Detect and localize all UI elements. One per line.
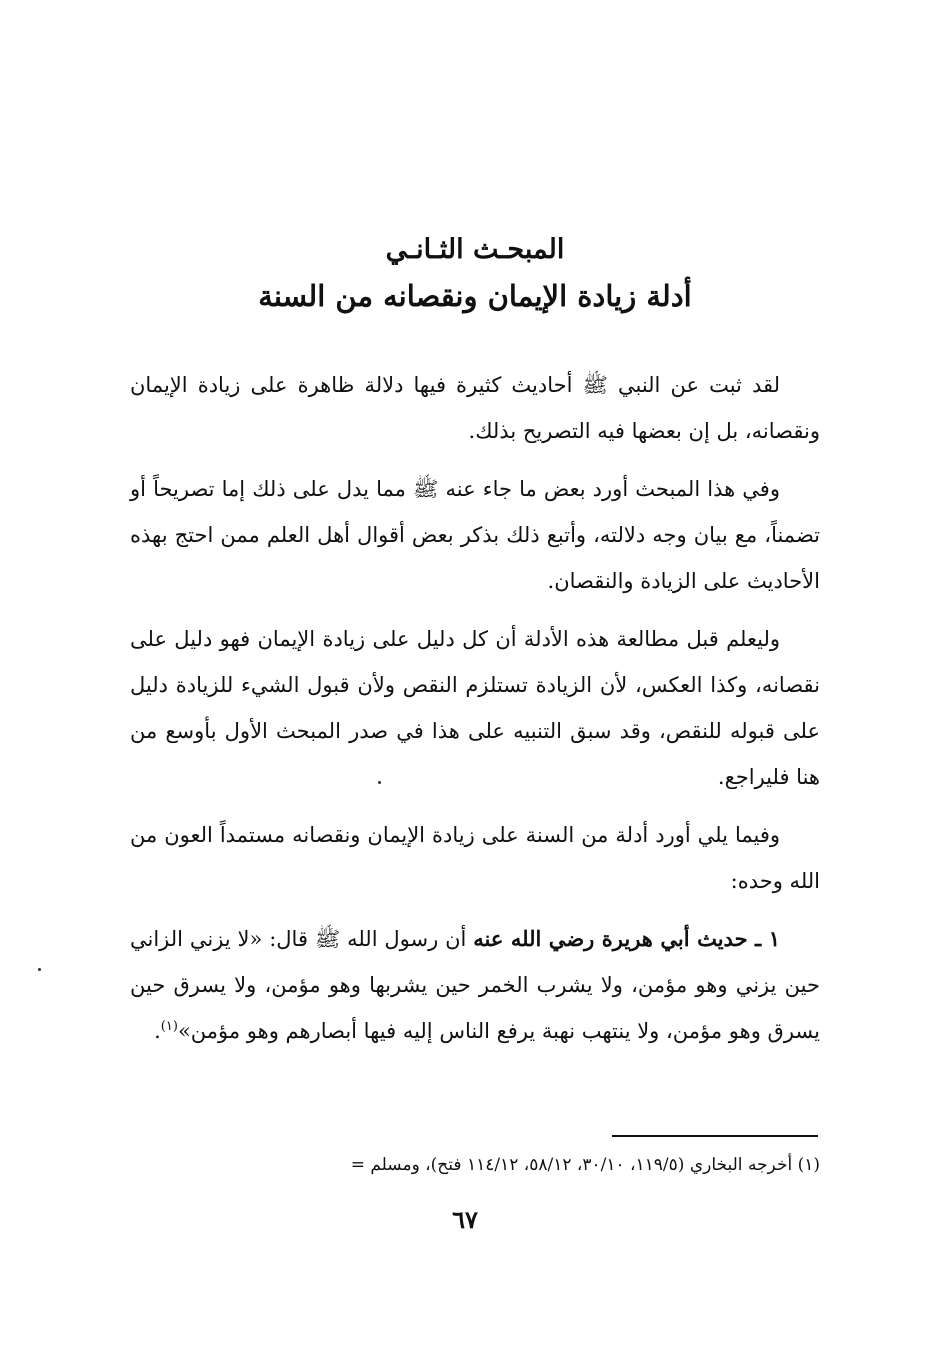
chapter-title: أدلة زيادة الإيمان ونقصانه من السنة	[258, 279, 692, 313]
body-text	[130, 362, 820, 1066]
hadith-text: أن رسول الله ﷺ قال: «لا يزني الزاني حين يزني وهو مؤمن، ولا يشرب الخمر حين يشربها وهو مؤمن، ولا يسرق حين يسرق وهو مؤمن، ولا ينتهب نهبة يرفع الناس إليه فيها أبصارهم وهو مؤمن»	[130, 927, 820, 1043]
paragraph-5	[130, 916, 820, 1054]
hadith-end: .	[154, 1019, 161, 1043]
footnote-divider	[612, 1135, 818, 1137]
page-number: ٦٧	[452, 1205, 478, 1234]
hadith-heading: ١ ـ حديث أبي هريرة رضي الله عنه	[473, 926, 780, 951]
footnote-reference: (١)	[160, 1019, 178, 1034]
chapter-label: المبحـث الثـانـي	[385, 234, 565, 265]
paragraph-3: وليعلم قبل مطالعة هذه الأدلة أن كل دليل على زيادة الإيمان فهو دليل على نقصانه، وكذا العكس، لأن الزيادة تستلزم النقص ولأن قبول الشيء للزيادة دليل على قبوله للنقص، وقد سبق التنبيه على هذا في صدر المبحث الأول بأوسع من هنا فليراجع.	[130, 627, 820, 789]
paragraph-1: لقد ثبت عن النبي ﷺ أحاديث كثيرة فيها دلالة ظاهرة على زيادة الإيمان ونقصانه، بل إن بعضها فيه التصريح بذلك.	[130, 373, 820, 443]
chapter-header	[130, 228, 820, 320]
scan-speck	[378, 781, 381, 784]
scan-speck	[38, 968, 41, 971]
paragraph-2: وفي هذا المبحث أورد بعض ما جاء عنه ﷺ مما يدل على ذلك إما تصريحاً أو تضمناً، مع بيان وجه دلالته، وأتبع ذلك بذكر بعض أقوال أهل العلم ممن احتج بهذه الأحاديث على الزيادة والنقصان.	[130, 477, 820, 593]
paragraph-4: وفيما يلي أورد أدلة من السنة على زيادة الإيمان ونقصانه مستمداً العون من الله وحده:	[130, 823, 820, 893]
footnote: (١) أخرجه البخاري (١١٩/٥، ٣٠/١٠، ٥٨/١٢، ١١٤/١٢ فتح)، ومسلم =	[350, 1155, 820, 1175]
